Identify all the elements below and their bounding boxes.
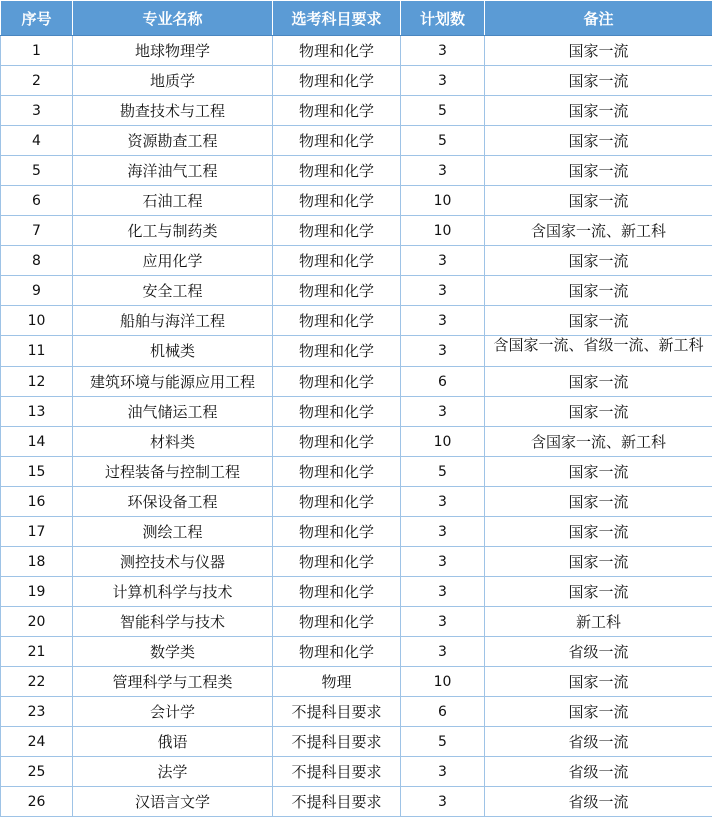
table-row	[1, 276, 712, 306]
cell-remarks: 国家一流	[485, 66, 712, 96]
cell-remarks: 国家一流	[485, 697, 712, 727]
table-row	[1, 336, 712, 367]
table-row	[1, 306, 712, 336]
cell-plan-count: 6	[401, 697, 485, 727]
cell-plan-count: 3	[401, 156, 485, 186]
cell-major-name: 过程装备与控制工程	[73, 457, 273, 487]
cell-subject-requirement: 物理和化学	[273, 367, 401, 397]
cell-index: 21	[1, 637, 73, 667]
cell-plan-count: 3	[401, 547, 485, 577]
cell-index: 17	[1, 517, 73, 547]
cell-index: 7	[1, 216, 73, 246]
cell-remarks: 国家一流	[485, 186, 712, 216]
cell-plan-count: 3	[401, 517, 485, 547]
table-row	[1, 367, 712, 397]
cell-major-name: 材料类	[73, 427, 273, 457]
table-row	[1, 577, 712, 607]
cell-remarks: 国家一流	[485, 96, 712, 126]
table-row	[1, 757, 712, 787]
cell-plan-count: 5	[401, 96, 485, 126]
cell-remarks: 国家一流	[485, 306, 712, 336]
cell-major-name: 环保设备工程	[73, 487, 273, 517]
cell-remarks: 国家一流	[485, 126, 712, 156]
cell-subject-requirement: 物理和化学	[273, 306, 401, 336]
header-index: 序号	[1, 1, 73, 36]
cell-major-name: 地球物理学	[73, 36, 273, 66]
cell-subject-requirement: 物理和化学	[273, 216, 401, 246]
cell-index: 15	[1, 457, 73, 487]
cell-index: 11	[1, 336, 73, 367]
table-row	[1, 186, 712, 216]
cell-major-name: 建筑环境与能源应用工程	[73, 367, 273, 397]
header-row	[1, 1, 712, 36]
cell-remarks: 国家一流	[485, 487, 712, 517]
table-row	[1, 427, 712, 457]
cell-remarks: 新工科	[485, 607, 712, 637]
table-row	[1, 457, 712, 487]
cell-subject-requirement: 物理和化学	[273, 246, 401, 276]
cell-index: 6	[1, 186, 73, 216]
cell-major-name: 石油工程	[73, 186, 273, 216]
table-header	[1, 1, 712, 36]
table-row	[1, 66, 712, 96]
cell-major-name: 资源勘查工程	[73, 126, 273, 156]
cell-remarks: 国家一流	[485, 667, 712, 697]
cell-subject-requirement: 不提科目要求	[273, 727, 401, 757]
table-row	[1, 727, 712, 757]
cell-plan-count: 3	[401, 787, 485, 817]
cell-subject-requirement: 物理和化学	[273, 276, 401, 306]
cell-major-name: 应用化学	[73, 246, 273, 276]
cell-remarks: 省级一流	[485, 727, 712, 757]
cell-plan-count: 6	[401, 367, 485, 397]
cell-index: 26	[1, 787, 73, 817]
cell-subject-requirement: 不提科目要求	[273, 787, 401, 817]
cell-subject-requirement: 不提科目要求	[273, 757, 401, 787]
cell-index: 24	[1, 727, 73, 757]
cell-major-name: 管理科学与工程类	[73, 667, 273, 697]
cell-subject-requirement: 物理和化学	[273, 36, 401, 66]
cell-plan-count: 3	[401, 637, 485, 667]
cell-subject-requirement: 不提科目要求	[273, 697, 401, 727]
header-subject-requirement: 选考科目要求	[273, 1, 401, 36]
cell-major-name: 俄语	[73, 727, 273, 757]
cell-plan-count: 3	[401, 246, 485, 276]
header-major-name: 专业名称	[73, 1, 273, 36]
cell-subject-requirement: 物理和化学	[273, 577, 401, 607]
cell-remarks: 省级一流	[485, 787, 712, 817]
table-row	[1, 517, 712, 547]
cell-index: 23	[1, 697, 73, 727]
table-row	[1, 787, 712, 817]
cell-plan-count: 3	[401, 66, 485, 96]
cell-remarks: 国家一流	[485, 577, 712, 607]
cell-remarks: 国家一流	[485, 547, 712, 577]
table-row	[1, 547, 712, 577]
cell-remarks: 国家一流	[485, 517, 712, 547]
cell-major-name: 油气储运工程	[73, 397, 273, 427]
cell-subject-requirement: 物理和化学	[273, 66, 401, 96]
cell-index: 5	[1, 156, 73, 186]
cell-remarks: 国家一流	[485, 367, 712, 397]
cell-plan-count: 5	[401, 457, 485, 487]
cell-index: 22	[1, 667, 73, 697]
table-row	[1, 246, 712, 276]
cell-plan-count: 3	[401, 306, 485, 336]
cell-index: 12	[1, 367, 73, 397]
header-plan-count: 计划数	[401, 1, 485, 36]
table-row	[1, 156, 712, 186]
cell-index: 16	[1, 487, 73, 517]
cell-subject-requirement: 物理	[273, 667, 401, 697]
cell-plan-count: 5	[401, 126, 485, 156]
table-row	[1, 487, 712, 517]
cell-major-name: 汉语言文学	[73, 787, 273, 817]
cell-plan-count: 3	[401, 397, 485, 427]
cell-plan-count: 3	[401, 36, 485, 66]
table-row	[1, 697, 712, 727]
table-row	[1, 607, 712, 637]
cell-remarks: 含国家一流、省级一流、新工科	[485, 336, 712, 367]
cell-remarks: 国家一流	[485, 276, 712, 306]
cell-subject-requirement: 物理和化学	[273, 336, 401, 367]
cell-remarks: 含国家一流、新工科	[485, 427, 712, 457]
cell-remarks: 省级一流	[485, 757, 712, 787]
cell-major-name: 安全工程	[73, 276, 273, 306]
cell-subject-requirement: 物理和化学	[273, 487, 401, 517]
cell-major-name: 船舶与海洋工程	[73, 306, 273, 336]
cell-major-name: 智能科学与技术	[73, 607, 273, 637]
cell-major-name: 会计学	[73, 697, 273, 727]
cell-subject-requirement: 物理和化学	[273, 637, 401, 667]
cell-index: 9	[1, 276, 73, 306]
cell-plan-count: 3	[401, 757, 485, 787]
table-row	[1, 96, 712, 126]
cell-remarks: 含国家一流、新工科	[485, 216, 712, 246]
cell-major-name: 地质学	[73, 66, 273, 96]
cell-index: 19	[1, 577, 73, 607]
cell-subject-requirement: 物理和化学	[273, 517, 401, 547]
cell-index: 1	[1, 36, 73, 66]
table-row	[1, 216, 712, 246]
cell-subject-requirement: 物理和化学	[273, 126, 401, 156]
cell-index: 13	[1, 397, 73, 427]
cell-major-name: 机械类	[73, 336, 273, 367]
table-row	[1, 397, 712, 427]
cell-major-name: 法学	[73, 757, 273, 787]
cell-major-name: 勘查技术与工程	[73, 96, 273, 126]
table-body	[1, 36, 712, 817]
cell-subject-requirement: 物理和化学	[273, 427, 401, 457]
cell-remarks: 国家一流	[485, 36, 712, 66]
cell-plan-count: 3	[401, 607, 485, 637]
cell-index: 8	[1, 246, 73, 276]
cell-subject-requirement: 物理和化学	[273, 397, 401, 427]
cell-major-name: 数学类	[73, 637, 273, 667]
cell-remarks: 国家一流	[485, 397, 712, 427]
table-row	[1, 667, 712, 697]
header-remarks: 备注	[485, 1, 712, 36]
cell-index: 2	[1, 66, 73, 96]
cell-major-name: 化工与制药类	[73, 216, 273, 246]
cell-plan-count: 3	[401, 336, 485, 367]
cell-index: 10	[1, 306, 73, 336]
cell-major-name: 测绘工程	[73, 517, 273, 547]
cell-major-name: 海洋油气工程	[73, 156, 273, 186]
cell-remarks: 省级一流	[485, 637, 712, 667]
table-row	[1, 637, 712, 667]
cell-plan-count: 10	[401, 667, 485, 697]
cell-major-name: 测控技术与仪器	[73, 547, 273, 577]
table-row	[1, 36, 712, 66]
cell-subject-requirement: 物理和化学	[273, 547, 401, 577]
cell-index: 18	[1, 547, 73, 577]
cell-plan-count: 10	[401, 427, 485, 457]
cell-subject-requirement: 物理和化学	[273, 96, 401, 126]
cell-subject-requirement: 物理和化学	[273, 156, 401, 186]
cell-plan-count: 3	[401, 487, 485, 517]
cell-plan-count: 5	[401, 727, 485, 757]
cell-index: 3	[1, 96, 73, 126]
cell-subject-requirement: 物理和化学	[273, 186, 401, 216]
cell-index: 25	[1, 757, 73, 787]
cell-index: 4	[1, 126, 73, 156]
cell-plan-count: 10	[401, 216, 485, 246]
cell-remarks: 国家一流	[485, 246, 712, 276]
cell-plan-count: 3	[401, 276, 485, 306]
cell-remarks: 国家一流	[485, 457, 712, 487]
cell-index: 20	[1, 607, 73, 637]
cell-plan-count: 3	[401, 577, 485, 607]
cell-subject-requirement: 物理和化学	[273, 457, 401, 487]
cell-subject-requirement: 物理和化学	[273, 607, 401, 637]
cell-plan-count: 10	[401, 186, 485, 216]
cell-remarks: 国家一流	[485, 156, 712, 186]
cell-index: 14	[1, 427, 73, 457]
table-row	[1, 126, 712, 156]
cell-major-name: 计算机科学与技术	[73, 577, 273, 607]
